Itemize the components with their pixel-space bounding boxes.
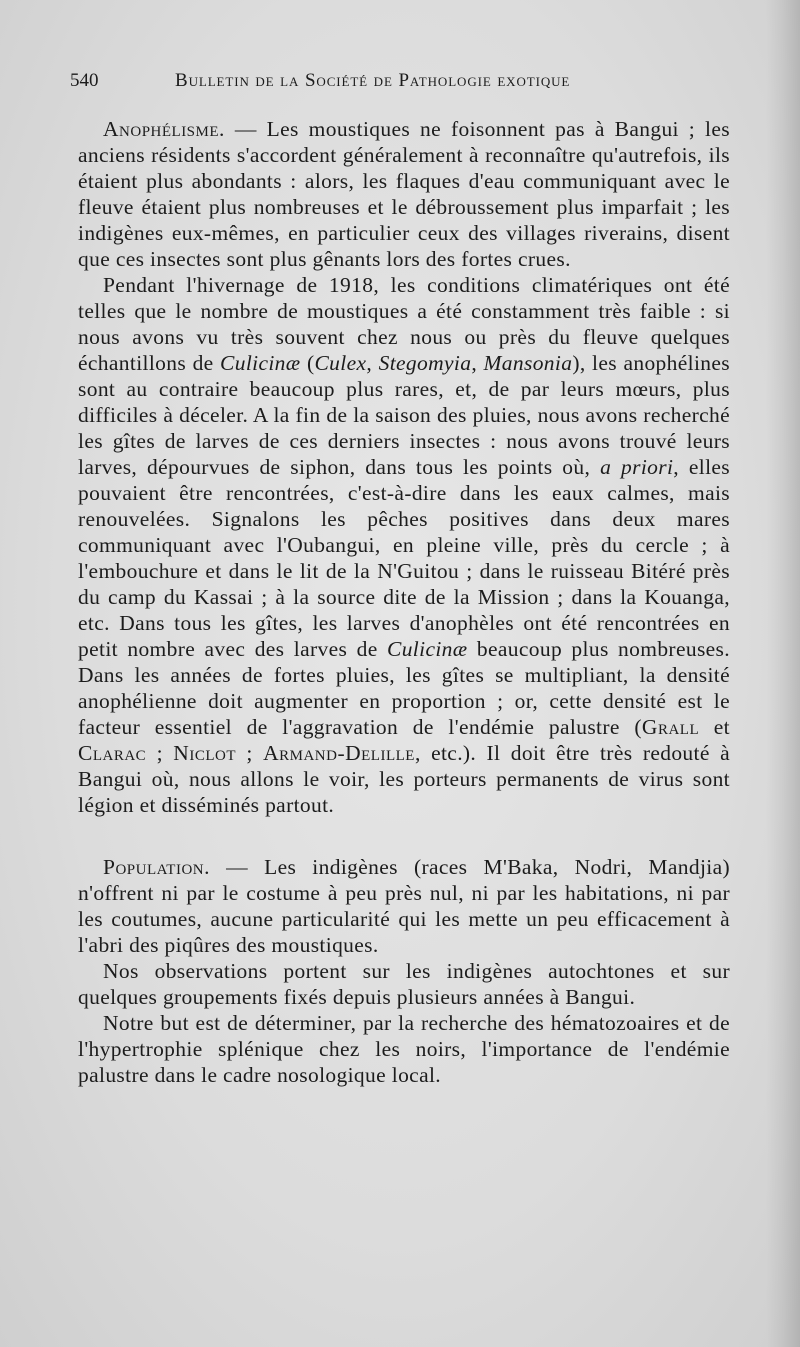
taxon-culicinae-2: Culicinæ [387, 637, 468, 661]
body-text [78, 116, 730, 1088]
author-grall: Grall [641, 715, 700, 739]
paragraph-population-intro: Population. — Les indigènes (races M'Baka, Nodri, Mandjia) n'offrent ni par le costume à peu près nul, ni par les habitations, ni par les coutumes, aucune particularité qui les mette un peu efficacement à l'abri des piqûres des moustiques. [78, 855, 730, 957]
running-header [70, 70, 730, 96]
page-number: 540 [70, 70, 99, 91]
paragraph-anophelisme-intro: Anophélisme. — Les moustiques ne foisonnent pas à Bangui ; les anciens résidents s'accordent généralement à reconnaître qu'autrefois, ils étaient plus abondants : alors, les flaques d'eau communiquant avec le fleuve étaient plus nombreuses et le débroussement plus imparfait ; les indigènes eux-mêmes, en particulier ceux des villages riverains, disent que ces insectes sont plus gênants lors des fortes crues. [78, 117, 730, 271]
section-heading-anophelisme: Anophélisme. [103, 117, 225, 141]
taxon-culex: Culex [314, 351, 367, 375]
author-clarac: Clarac [78, 741, 147, 765]
paragraph-observations: Nos observations portent sur les indigènes autochtones et sur quelques groupements fixés depuis plusieurs années à Bangui. [78, 959, 730, 1009]
taxon-culicinae: Culicinæ [220, 351, 301, 375]
phrase-a-priori: a priori [600, 455, 674, 479]
section-spacer [78, 818, 730, 854]
author-armand-delille: Armand-Delille [263, 741, 415, 765]
author-niclot: Niclot [173, 741, 236, 765]
page-gutter-shadow [766, 0, 800, 1347]
taxon-mansonia: Mansonia [483, 351, 573, 375]
taxon-stegomyia: Stegomyia [378, 351, 472, 375]
running-title: Bulletin de la Société de Pathologie exotique [175, 70, 571, 91]
paragraph-hivernage: Pendant l'hivernage de 1918, les conditions climatériques ont été telles que le nombre de moustiques a été constamment très faible : si nous avons vu très souvent chez nous ou près du fleuve quelques échantillons de Culicinæ (Culex, Stegomyia, Mansonia), les anophélines sont au contraire beaucoup plus rares, et, de par leurs mœurs, plus difficiles à déceler. A la fin de la saison des pluies, nous avons recherché les gîtes de larves de ces derniers insectes : nous avons trouvé leurs larves, dépourvues de siphon, dans tous les points où, a priori, elles pouvaient être rencontrées, c'est-à-dire dans les eaux calmes, mais renouvelées. Signalons les pêches positives dans deux mares communiquant avec l'Oubangui, en pleine ville, près du cercle ; à l'embouchure et dans le lit de la N'Guitou ; dans le ruisseau Bitéré près du camp du Kassai ; à la source dite de la Mission ; dans la Kouanga, etc. Dans tous les gîtes, les larves d'anophèles ont été rencontrées en petit nombre avec des larves de Culicinæ beaucoup plus nombreuses. Dans les années de fortes pluies, les gîtes se multipliant, la densité anophélienne doit augmenter en proportion ; or, cette densité est le facteur essentiel de l'aggravation de l'endémie palustre (Grall et Clarac ; Niclot ; Armand-Delille, etc.). Il doit être très redouté à Bangui où, nous allons le voir, les porteurs permanents de virus sont légion et disséminés partout. [78, 273, 731, 817]
section-heading-population: Population. [103, 855, 210, 879]
paragraph-but: Notre but est de déterminer, par la recherche des hématozoaires et de l'hypertrophie splénique chez les noirs, l'importance de l'endémie palustre dans le cadre nosologique local. [78, 1011, 730, 1087]
